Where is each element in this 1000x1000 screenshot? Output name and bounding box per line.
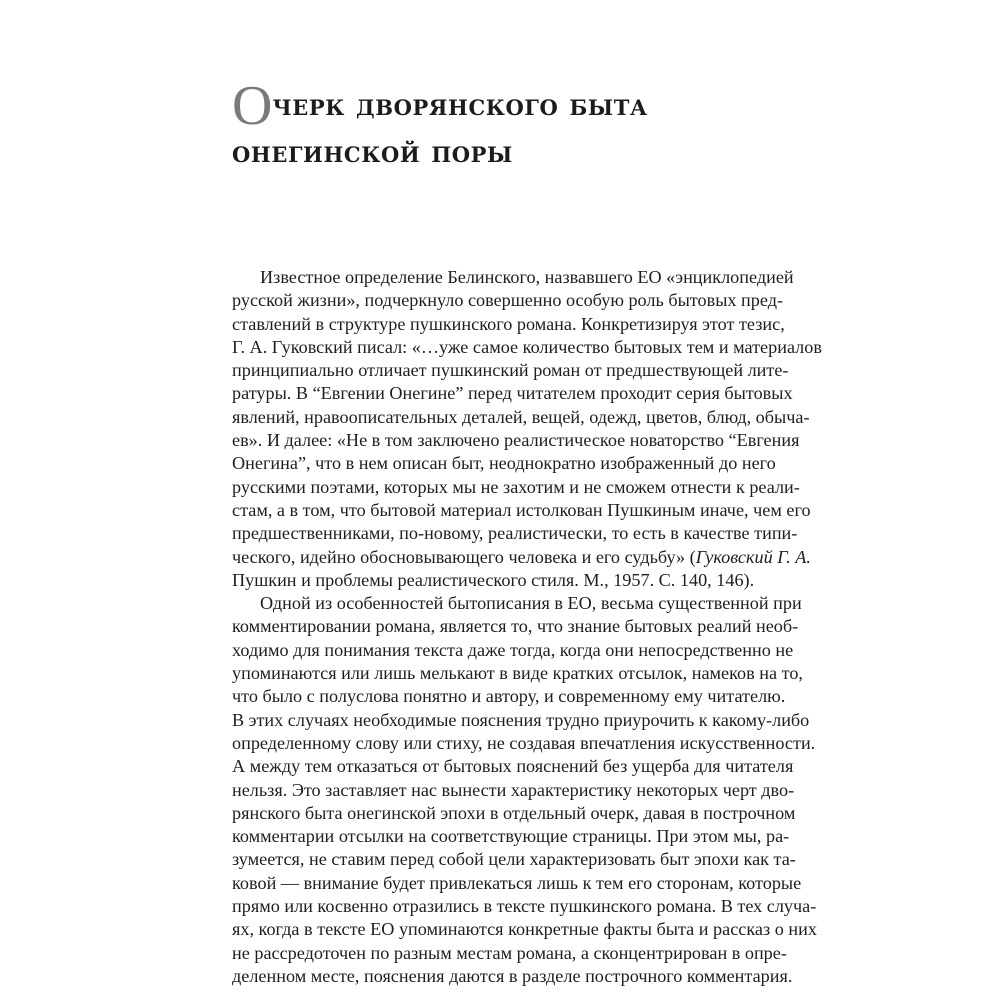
text-line: русской жизни», подчеркнуло совершенно особую роль бытовых пред- xyxy=(232,290,784,311)
text-line: В этих случаях необходимые пояснения трудно приурочить к какому-либо xyxy=(232,709,810,730)
chapter-title-line-1 xyxy=(232,75,832,137)
body-text xyxy=(232,266,822,988)
text-line: ставлений в структуре пушкинского романа. Конкретизируя этот тезис, xyxy=(232,313,785,334)
text-line: Одной из особенностей бытописания в ЕО, весьма существенной при xyxy=(260,593,802,614)
text-line: комментировании романа, является то, что знание бытовых реалий необ- xyxy=(232,616,799,637)
text-line: зумеется, не ставим перед собой цели характеризовать быт эпохи как та- xyxy=(232,849,796,870)
text-line: нельзя. Это заставляет нас вынести характеристику некоторых черт дво- xyxy=(232,779,795,800)
text-line: определенному слову или стиху, не создавая впечатления искусственности. xyxy=(232,732,816,753)
chapter-title xyxy=(232,75,832,180)
text-line: упоминаются или лишь мелькают в виде кратких отсылок, намеков на то, xyxy=(232,663,803,684)
chapter-title-rest: черк дворянского быта xyxy=(272,88,648,123)
text-line: русскими поэтами, которых мы не захотим и не сможем отнести к реали- xyxy=(232,476,800,497)
text-line: что было с полуслова понятно и автору, и современному ему читателю. xyxy=(232,686,786,707)
text-line: Пушкин и проблемы реалистического стиля. М., 1957. С. 140, 146). xyxy=(232,569,755,590)
text-line: прямо или косвенно отразились в тексте пушкинского романа. В тех случа- xyxy=(232,896,817,917)
drop-initial: О xyxy=(232,75,273,137)
text-line: Г. А. Гуковский писал: «…уже самое количество бытовых тем и материалов xyxy=(232,336,822,357)
text-line: ходимо для понимания текста даже тогда, когда они непосредственно не xyxy=(232,639,794,660)
text-line: не рассредоточен по разным местам романа, а сконцентрирован в опре- xyxy=(232,942,787,963)
text-line-with-citation xyxy=(232,546,811,569)
text-line: ковой — внимание будет привлекаться лишь к тем его сторонам, которые xyxy=(232,872,802,893)
text-line: ях, когда в тексте ЕО упоминаются конкретные факты быта и рассказ о них xyxy=(232,919,817,940)
text-line: предшественниками, по-новому, реалистически, то есть в качестве типи- xyxy=(232,523,798,544)
text-line: Известное определение Белинского, назвавшего ЕО «энциклопедией xyxy=(260,267,794,287)
text-line: ратуры. В “Евгении Онегине” перед читателем проходит серия бытовых xyxy=(232,383,793,404)
text-line: деленном месте, пояснения даются в разделе построчного комментария. xyxy=(232,965,793,986)
text-line: явлений, нравоописательных деталей, вещей, одежд, цветов, блюд, обыча- xyxy=(232,406,810,427)
chapter-title-line-2 xyxy=(232,132,832,180)
text-segment: ческого, идейно обосновывающего человека и его судьбу» ( xyxy=(232,546,696,567)
text-line: ев». И далее: «Не в том заключено реалистическое новаторство “Евгения xyxy=(232,430,800,451)
text-line: А между тем отказаться от бытовых пояснений без ущерба для читателя xyxy=(232,756,794,777)
text-line: стам, а в том, что бытовой материал истолкован Пушкиным иначе, чем его xyxy=(232,499,811,520)
text-line: рянского быта онегинской эпохи в отдельный очерк, давая в постpочном xyxy=(232,802,796,823)
text-line: принципиально отличает пушкинский роман от предшествующей лите- xyxy=(232,360,789,381)
paragraph xyxy=(232,266,822,592)
chapter-title-second: онегинской поры xyxy=(232,135,513,170)
citation-author: Гуковский Г. А. xyxy=(695,546,811,567)
text-line: комментарии отсылки на соответствующие страницы. При этом мы, ра- xyxy=(232,826,790,847)
text-line: Онегина”, что в нем описан быт, неоднократно изображенный до него xyxy=(232,453,776,474)
paragraph xyxy=(232,592,817,988)
